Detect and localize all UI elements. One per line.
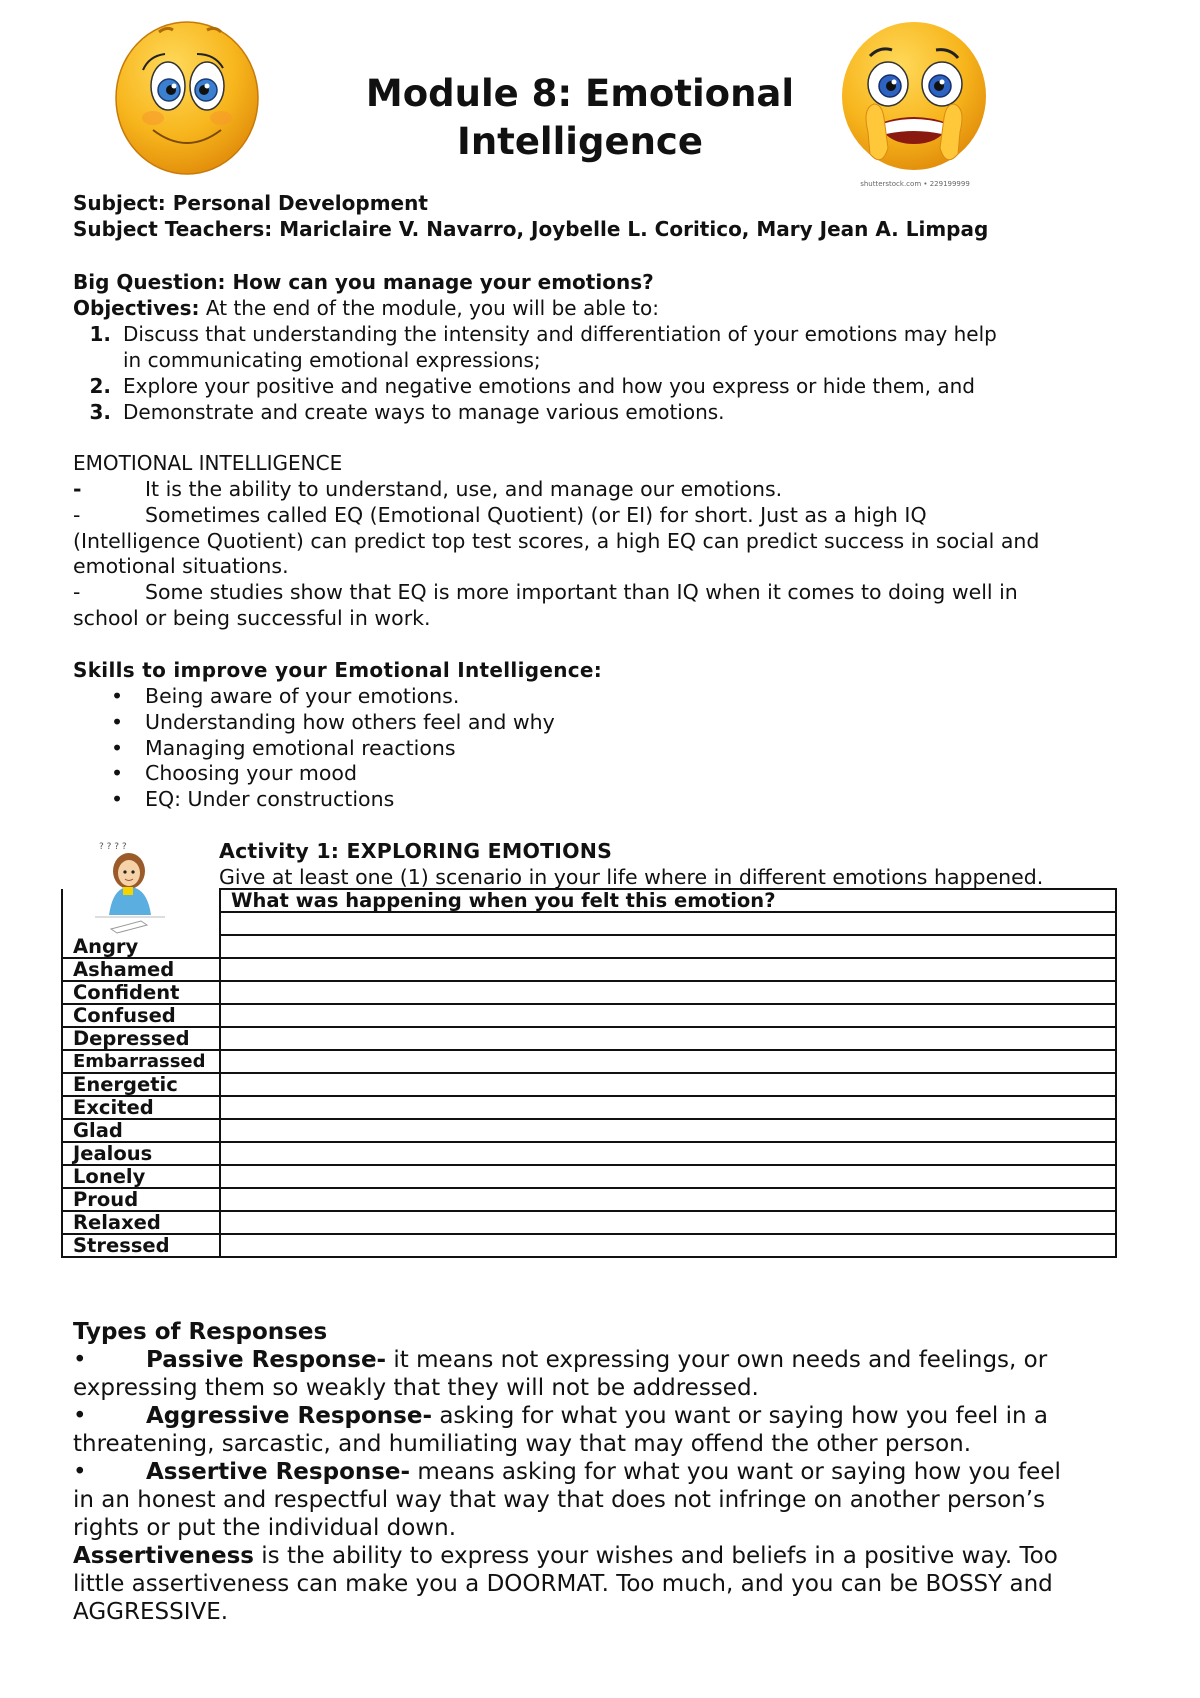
answer-cell[interactable]	[220, 1119, 1116, 1142]
emotion-label: Proud	[62, 1188, 220, 1211]
answer-cell[interactable]	[220, 1142, 1116, 1165]
emotion-label: Confused	[62, 1004, 220, 1027]
response-assertive-cont: in an honest and respectful way that way that does not infringe on another person’s	[73, 1487, 1046, 1513]
answer-cell[interactable]	[220, 1004, 1116, 1027]
table-row	[62, 1165, 1116, 1188]
emotions-table	[61, 888, 1117, 1258]
table-row	[62, 981, 1116, 1004]
svg-text:? ? ? ?: ? ? ? ?	[99, 842, 127, 852]
ei-point-3: - Some studies show that EQ is more important than IQ when it comes to doing well in	[73, 580, 1018, 604]
answer-cell[interactable]	[220, 1234, 1116, 1257]
skill-item: • Being aware of your emotions.	[111, 684, 460, 708]
objective-2: 2. Explore your positive and negative emotions and how you express or hide them, and	[89, 374, 976, 398]
response-assertive: • Assertive Response- means asking for what you want or saying how you feel	[73, 1459, 1061, 1485]
page-title	[330, 70, 830, 166]
response-aggressive: • Aggressive Response- asking for what you want or saying how you feel in a	[73, 1403, 1048, 1429]
skill-item: • Understanding how others feel and why	[111, 710, 555, 734]
answer-cell[interactable]	[220, 1027, 1116, 1050]
answer-cell[interactable]	[220, 912, 1116, 935]
objectives-label: Objectives:	[73, 296, 200, 320]
big-question: Big Question: How can you manage your emotions?	[73, 270, 654, 294]
ei-point-2: - Sometimes called EQ (Emotional Quotient) (or EI) for short. Just as a high IQ	[73, 503, 927, 527]
column-header: What was happening when you felt this emotion?	[220, 889, 1116, 912]
skills-heading: Skills to improve your Emotional Intelligence:	[73, 658, 603, 682]
ei-point-3-cont: school or being successful in work.	[73, 606, 431, 630]
assertiveness-definition: Assertiveness is the ability to express your wishes and beliefs in a positive way. Too	[73, 1543, 1058, 1569]
answer-cell[interactable]	[220, 1188, 1116, 1211]
answer-cell[interactable]	[220, 1073, 1116, 1096]
emotion-label: Excited	[62, 1096, 220, 1119]
table-row	[62, 1096, 1116, 1119]
answer-cell[interactable]	[220, 1050, 1116, 1073]
image-caption: shutterstock.com • 229199999	[860, 180, 970, 188]
response-assertive-cont2: rights or put the individual down.	[73, 1515, 457, 1541]
emotion-label: Relaxed	[62, 1211, 220, 1234]
emotion-label: Jealous	[62, 1142, 220, 1165]
skill-item: • EQ: Under constructions	[111, 787, 395, 811]
answer-cell[interactable]	[220, 1096, 1116, 1119]
ei-heading: EMOTIONAL INTELLIGENCE	[73, 451, 343, 475]
teachers-line: Subject Teachers: Mariclaire V. Navarro, Joybelle L. Coritico, Mary Jean A. Limpag	[73, 217, 989, 241]
table-row	[62, 1188, 1116, 1211]
table-row	[62, 1142, 1116, 1165]
skill-item: • Choosing your mood	[111, 761, 357, 785]
response-passive: • Passive Response- it means not expressing your own needs and feelings, or	[73, 1347, 1048, 1373]
table-row	[62, 1119, 1116, 1142]
objective-1-cont: in communicating emotional expressions;	[123, 348, 541, 372]
emotion-label: Energetic	[62, 1073, 220, 1096]
emotion-label: Angry	[62, 935, 220, 958]
response-passive-cont: expressing them so weakly that they will not be addressed.	[73, 1375, 759, 1401]
table-row	[62, 935, 1116, 958]
happy-emoji-icon	[113, 18, 261, 176]
table-row	[62, 1027, 1116, 1050]
objective-1: 1. Discuss that understanding the intensity and differentiation of your emotions may help	[89, 322, 997, 346]
table-row	[62, 1050, 1116, 1073]
ei-point-2-cont2: emotional situations.	[73, 554, 289, 578]
activity-instruction: Give at least one (1) scenario in your life where in different emotions happened.	[219, 865, 1044, 889]
responses-heading: Types of Responses	[73, 1319, 328, 1345]
nervous-emoji-icon	[840, 20, 990, 180]
emotion-label: Lonely	[62, 1165, 220, 1188]
emotion-label: Confident	[62, 981, 220, 1004]
ei-point-1: - It is the ability to understand, use, and manage our emotions.	[73, 477, 783, 501]
answer-cell[interactable]	[220, 981, 1116, 1004]
objectives-intro	[73, 295, 659, 321]
assertiveness-cont2: AGGRESSIVE.	[73, 1599, 229, 1625]
answer-cell[interactable]	[220, 1211, 1116, 1234]
happy-emoji-image	[113, 18, 261, 176]
emotion-label: Ashamed	[62, 958, 220, 981]
table-row	[62, 1073, 1116, 1096]
table-row	[62, 958, 1116, 981]
nervous-emoji-image	[840, 20, 990, 190]
table-row	[62, 1211, 1116, 1234]
answer-cell[interactable]	[220, 935, 1116, 958]
table-header-row	[62, 889, 1116, 912]
activity-title: Activity 1: EXPLORING EMOTIONS	[219, 839, 613, 863]
emotion-label: Embarrassed	[62, 1050, 220, 1073]
objective-3: 3. Demonstrate and create ways to manage various emotions.	[89, 400, 725, 424]
answer-cell[interactable]	[220, 958, 1116, 981]
objectives-lead: At the end of the module, you will be able to:	[199, 296, 659, 320]
title-line-2: Intelligence	[457, 120, 703, 163]
emotion-label: Stressed	[62, 1234, 220, 1257]
ei-point-2-cont: (Intelligence Quotient) can predict top test scores, a high EQ can predict success in social and	[73, 529, 1040, 553]
emotion-label: Depressed	[62, 1027, 220, 1050]
table-row	[62, 1004, 1116, 1027]
table-row	[62, 1234, 1116, 1257]
table-blank-row	[62, 912, 1116, 935]
emotion-label: Glad	[62, 1119, 220, 1142]
title-line-1: Module 8: Emotional	[365, 72, 795, 115]
assertiveness-cont: little assertiveness can make you a DOORMAT. Too much, and you can be BOSSY and	[73, 1571, 1053, 1597]
response-aggressive-cont: threatening, sarcastic, and humiliating way that may offend the other person.	[73, 1431, 972, 1457]
subject-line: Subject: Personal Development	[73, 191, 428, 215]
skill-item: • Managing emotional reactions	[111, 736, 456, 760]
answer-cell[interactable]	[220, 1165, 1116, 1188]
